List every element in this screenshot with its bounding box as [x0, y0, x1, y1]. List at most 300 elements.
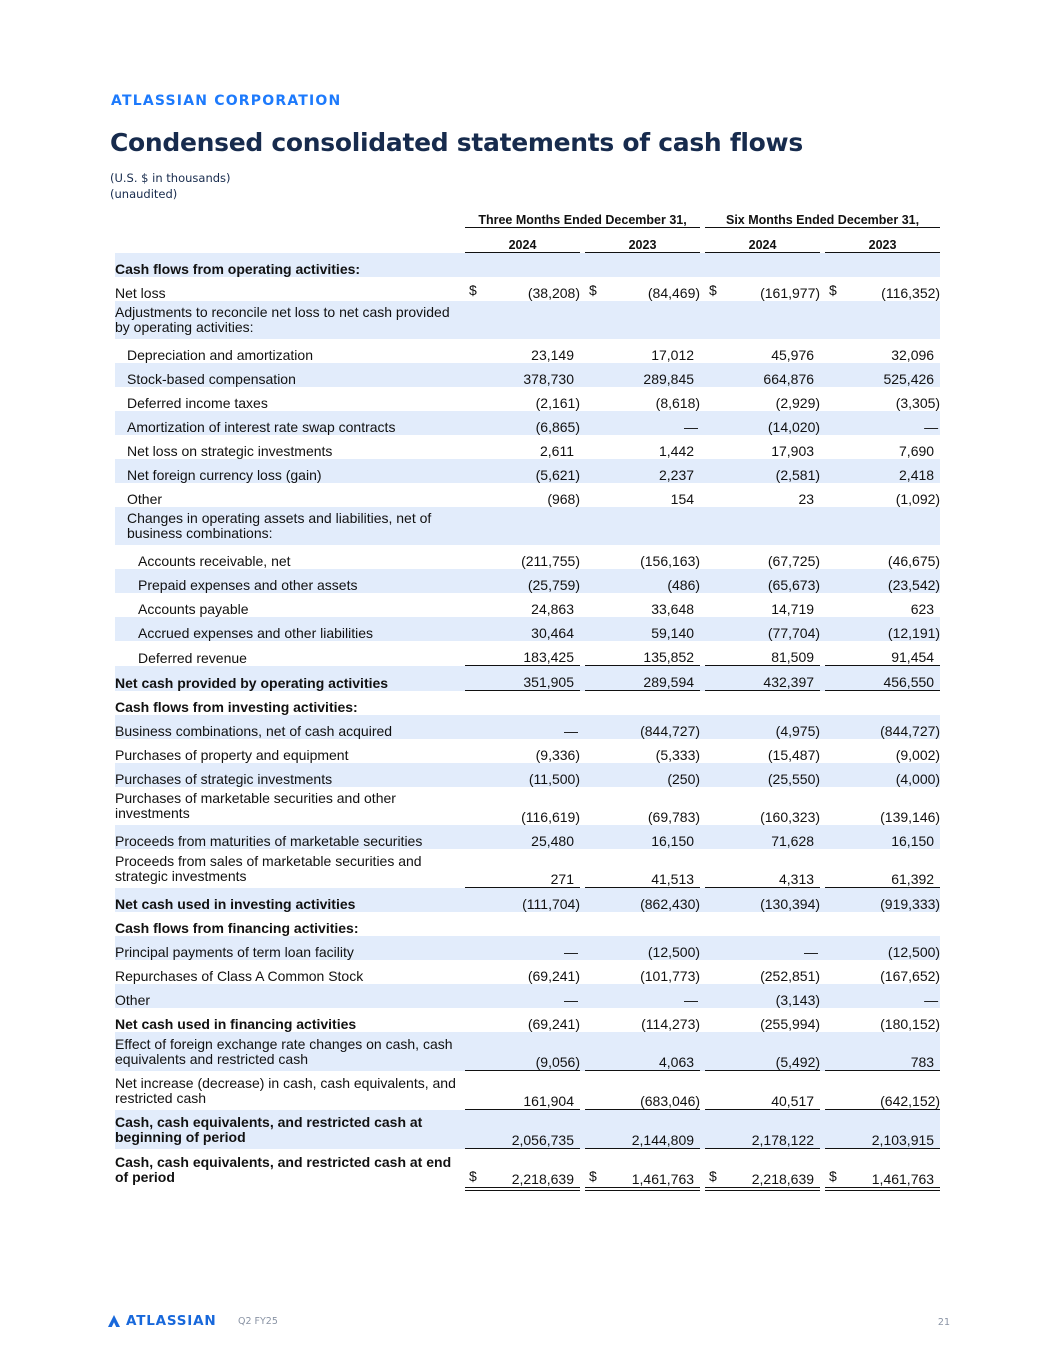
row-value	[465, 459, 580, 483]
value-text: (139,146)	[880, 809, 941, 825]
row-value	[585, 960, 700, 984]
row-value	[465, 715, 580, 739]
value-text: 32,096	[891, 347, 935, 363]
table-row	[115, 960, 940, 984]
value-text: 17,012	[651, 347, 695, 363]
row-value	[585, 339, 700, 363]
row-value	[825, 363, 940, 387]
value-text: 4,313	[778, 871, 815, 887]
table-row	[115, 787, 940, 825]
row-value	[825, 617, 940, 641]
atlassian-logo-icon	[107, 1314, 121, 1328]
value-text: (255,994)	[760, 1016, 821, 1032]
row-label: Net loss	[115, 285, 166, 301]
row-label: Accounts receivable, net	[138, 553, 291, 569]
currency-symbol: $	[589, 282, 597, 298]
row-value	[705, 617, 820, 641]
table-row	[115, 912, 940, 936]
table-row	[115, 569, 940, 593]
value-text: 2,144,809	[631, 1132, 695, 1148]
row-value	[465, 507, 580, 545]
value-text: (8,618)	[655, 395, 701, 411]
value-text: 2,237	[658, 467, 695, 483]
row-value	[465, 739, 580, 763]
row-value	[705, 1149, 820, 1191]
year-header: 2023	[585, 228, 700, 253]
table-row	[115, 483, 940, 507]
row-label: Net cash used in financing activities	[115, 1016, 357, 1032]
row-value	[825, 1008, 940, 1032]
footer-logo	[107, 1313, 216, 1329]
value-text: (23,542)	[887, 577, 941, 593]
row-value	[705, 387, 820, 411]
row-label: Accrued expenses and other liabilities	[115, 617, 460, 641]
row-value	[825, 787, 940, 825]
row-value	[825, 1071, 940, 1110]
row-value	[585, 435, 700, 459]
row-value	[585, 507, 700, 545]
value-text: 183,425	[523, 649, 574, 665]
footer-quarter: Q2 FY25	[238, 1316, 278, 1327]
value-text: 2,218,639	[751, 1171, 815, 1187]
currency-symbol: $	[709, 282, 717, 298]
table-row	[115, 763, 940, 787]
value-text: (11,500)	[528, 771, 580, 787]
row-value	[825, 459, 940, 483]
value-text: (2,161)	[535, 395, 580, 411]
row-value	[585, 1032, 700, 1071]
row-value	[465, 617, 580, 641]
row-value	[705, 339, 820, 363]
row-value	[825, 666, 940, 691]
value-text: —	[684, 992, 699, 1008]
table-row	[115, 715, 940, 739]
value-text: (130,394)	[760, 896, 821, 912]
value-text: 289,845	[643, 371, 695, 387]
row-value	[585, 1149, 700, 1191]
table-row	[115, 1008, 940, 1032]
value-text: 623	[910, 601, 935, 617]
row-value	[465, 912, 580, 936]
row-value	[585, 888, 700, 912]
row-value	[465, 960, 580, 984]
row-value	[465, 387, 580, 411]
row-value	[705, 459, 820, 483]
row-value	[465, 1110, 580, 1149]
row-value	[705, 1110, 820, 1149]
value-text: 2,218,639	[511, 1171, 574, 1187]
row-value	[585, 411, 700, 435]
row-value	[705, 301, 820, 339]
row-label: Other	[115, 984, 460, 1008]
table-row	[115, 363, 940, 387]
row-value	[705, 641, 820, 666]
row-value	[825, 277, 940, 301]
row-label: Depreciation and amortization	[127, 347, 313, 363]
value-text: 16,150	[651, 833, 695, 849]
value-text: 61,392	[891, 871, 935, 887]
value-text: 664,876	[763, 371, 815, 387]
row-value	[585, 1071, 700, 1110]
value-text: (69,241)	[527, 1016, 580, 1032]
value-text: (5,492)	[775, 1054, 821, 1070]
table-row	[115, 1149, 940, 1191]
row-label: Business combinations, net of cash acquired	[115, 715, 460, 739]
row-value	[585, 912, 700, 936]
value-text: (683,046)	[640, 1093, 701, 1109]
row-value	[585, 739, 700, 763]
value-text: (25,759)	[527, 577, 580, 593]
row-value	[825, 936, 940, 960]
value-text: 456,550	[883, 674, 935, 690]
row-label: Changes in operating assets and liabilities, net of business combinations:	[115, 507, 460, 545]
row-value	[705, 912, 820, 936]
currency-symbol: $	[469, 1168, 477, 1184]
row-value	[705, 1008, 820, 1032]
row-label: Principal payments of term loan facility	[115, 936, 460, 960]
row-value	[705, 411, 820, 435]
value-text: (12,191)	[887, 625, 941, 641]
row-value	[465, 339, 580, 363]
value-text: (968)	[547, 491, 580, 507]
row-value	[465, 825, 580, 849]
row-value	[825, 569, 940, 593]
row-value	[825, 545, 940, 569]
table-row	[115, 387, 940, 411]
row-label: Other	[127, 491, 163, 507]
value-text: (486)	[667, 577, 701, 593]
row-value	[585, 459, 700, 483]
row-value	[585, 763, 700, 787]
value-text: (167,652)	[880, 968, 941, 984]
table-row	[115, 1110, 940, 1149]
row-value	[705, 666, 820, 691]
row-value	[705, 253, 820, 277]
row-value	[465, 483, 580, 507]
value-text: —	[804, 944, 819, 960]
value-text: 2,178,122	[751, 1132, 815, 1148]
row-value	[825, 888, 940, 912]
value-text: (69,783)	[647, 809, 701, 825]
row-label: Net cash used in investing activities	[115, 888, 460, 912]
year-header: 2024	[705, 228, 820, 253]
value-text: (919,333)	[880, 896, 941, 912]
row-value	[825, 715, 940, 739]
row-value	[585, 936, 700, 960]
table-row	[115, 459, 940, 483]
row-value	[465, 253, 580, 277]
value-text: 16,150	[891, 833, 935, 849]
value-text: 2,056,735	[511, 1132, 574, 1148]
row-value	[465, 1149, 580, 1191]
row-value	[465, 363, 580, 387]
row-value	[465, 545, 580, 569]
value-text: (84,469)	[647, 285, 701, 301]
value-text: 91,454	[891, 649, 935, 665]
row-value	[825, 1110, 940, 1149]
footer-logo-text: ATLASSIAN	[126, 1313, 217, 1329]
currency-symbol: $	[709, 1168, 717, 1184]
period-header-row	[115, 203, 940, 228]
value-text: (9,002)	[895, 747, 941, 763]
year-header-row	[115, 228, 940, 253]
row-value	[705, 715, 820, 739]
row-label: Purchases of property and equipment	[115, 747, 349, 763]
value-text: 378,730	[523, 371, 574, 387]
row-value	[705, 483, 820, 507]
row-value	[465, 666, 580, 691]
value-text: 1,442	[658, 443, 695, 459]
row-value	[705, 277, 820, 301]
row-value	[465, 277, 580, 301]
value-text: 271	[550, 871, 574, 887]
row-value	[705, 507, 820, 545]
value-text: (15,487)	[767, 747, 821, 763]
row-value	[465, 569, 580, 593]
value-text: 2,418	[899, 467, 935, 483]
value-text: (2,929)	[775, 395, 821, 411]
table-row	[115, 593, 940, 617]
value-text: —	[564, 723, 578, 739]
row-value	[465, 1032, 580, 1071]
value-text: (67,725)	[767, 553, 821, 569]
row-label: Stock-based compensation	[115, 363, 460, 387]
row-label: Net foreign currency loss (gain)	[115, 459, 460, 483]
table-row	[115, 617, 940, 641]
table-row	[115, 339, 940, 363]
row-value	[585, 363, 700, 387]
value-text: 17,903	[771, 443, 815, 459]
row-value	[585, 715, 700, 739]
value-text: —	[924, 992, 939, 1008]
row-value	[825, 253, 940, 277]
row-value	[705, 363, 820, 387]
value-text: 1,461,763	[871, 1171, 935, 1187]
row-value	[585, 387, 700, 411]
row-value	[585, 1008, 700, 1032]
value-text: (14,020)	[767, 419, 821, 435]
row-value	[705, 1071, 820, 1110]
row-value	[825, 435, 940, 459]
value-text: 81,509	[771, 649, 815, 665]
table-row	[115, 849, 940, 888]
value-text: (116,352)	[881, 285, 941, 301]
row-value	[705, 569, 820, 593]
value-text: —	[924, 419, 939, 435]
value-text: 24,863	[531, 601, 574, 617]
currency-symbol: $	[589, 1168, 597, 1184]
value-text: 161,904	[523, 1093, 574, 1109]
row-value	[585, 641, 700, 666]
row-value	[825, 1149, 940, 1191]
row-value	[585, 849, 700, 888]
row-value	[465, 763, 580, 787]
row-value	[825, 411, 940, 435]
row-value	[705, 739, 820, 763]
row-value	[465, 411, 580, 435]
value-text: (156,163)	[640, 553, 701, 569]
row-value	[465, 1008, 580, 1032]
table-row	[115, 936, 940, 960]
row-value	[465, 888, 580, 912]
value-text: 23,149	[531, 347, 574, 363]
row-label: Cash, cash equivalents, and restricted cash at end of period	[115, 1154, 452, 1185]
value-text: 40,517	[771, 1093, 815, 1109]
value-text: 23	[798, 491, 815, 507]
row-value	[705, 691, 820, 715]
page-title: Condensed consolidated statements of cash flows	[110, 128, 803, 157]
value-text: (4,975)	[775, 723, 821, 739]
row-value	[585, 301, 700, 339]
row-label: Amortization of interest rate swap contracts	[115, 411, 460, 435]
row-value	[585, 691, 700, 715]
row-label: Proceeds from sales of marketable securities and strategic investments	[115, 852, 422, 884]
value-text: (25,550)	[767, 771, 821, 787]
row-value	[465, 936, 580, 960]
row-value	[705, 960, 820, 984]
value-text: 351,905	[523, 674, 574, 690]
units-note: (U.S. $ in thousands)	[110, 171, 231, 185]
row-label: Cash flows from investing activities:	[115, 699, 358, 715]
row-value	[585, 569, 700, 593]
value-text: 33,648	[651, 601, 695, 617]
row-value	[825, 1032, 940, 1071]
row-label: Net increase (decrease) in cash, cash equivalents, and restricted cash	[115, 1074, 456, 1106]
value-text: —	[564, 992, 578, 1008]
row-value	[585, 825, 700, 849]
value-text: 432,397	[763, 674, 815, 690]
row-value	[825, 507, 940, 545]
value-text: (5,621)	[535, 467, 580, 483]
table-row	[115, 411, 940, 435]
audit-note: (unaudited)	[110, 187, 178, 201]
value-text: 45,976	[771, 347, 815, 363]
row-value	[705, 984, 820, 1008]
table-row	[115, 825, 940, 849]
value-text: (12,500)	[887, 944, 941, 960]
value-text: (9,056)	[535, 1054, 580, 1070]
row-value	[825, 301, 940, 339]
table-row	[115, 984, 940, 1008]
value-text: (114,273)	[641, 1016, 701, 1032]
value-text: 71,628	[771, 833, 815, 849]
row-label: Deferred income taxes	[127, 395, 268, 411]
table-row	[115, 435, 940, 459]
row-value	[705, 1032, 820, 1071]
row-value	[585, 617, 700, 641]
row-value	[825, 593, 940, 617]
row-value	[705, 593, 820, 617]
row-value	[465, 984, 580, 1008]
row-value	[585, 593, 700, 617]
value-text: 14,719	[771, 601, 815, 617]
value-text: (211,755)	[521, 553, 580, 569]
value-text: (9,336)	[535, 747, 580, 763]
value-text: (12,500)	[647, 944, 701, 960]
row-value	[705, 787, 820, 825]
row-value	[825, 825, 940, 849]
company-name: ATLASSIAN CORPORATION	[111, 93, 342, 109]
row-value	[465, 787, 580, 825]
value-text: (6,865)	[535, 419, 580, 435]
year-header: 2024	[465, 228, 580, 253]
row-label: Cash flows from financing activities:	[115, 920, 359, 936]
row-value	[825, 960, 940, 984]
row-label: Deferred revenue	[138, 650, 247, 666]
value-text: (862,430)	[640, 896, 701, 912]
table-row	[115, 1071, 940, 1110]
table-row	[115, 888, 940, 912]
value-text: (1,092)	[895, 491, 941, 507]
row-value	[585, 1110, 700, 1149]
row-value	[825, 339, 940, 363]
value-text: 135,852	[643, 649, 695, 665]
row-value	[465, 691, 580, 715]
row-value	[825, 641, 940, 666]
value-text: —	[564, 944, 578, 960]
table-row	[115, 507, 940, 545]
page-number: 21	[937, 1317, 950, 1328]
row-label: Purchases of strategic investments	[115, 763, 460, 787]
value-text: (844,727)	[880, 723, 941, 739]
currency-symbol: $	[829, 282, 837, 298]
table-row	[115, 691, 940, 715]
row-value	[585, 277, 700, 301]
value-text: (69,241)	[527, 968, 580, 984]
value-text: (160,323)	[760, 809, 821, 825]
row-label: Net cash provided by operating activities	[115, 666, 460, 691]
value-text: 1,461,763	[631, 1171, 695, 1187]
row-label: Proceeds from maturities of marketable securities	[115, 825, 460, 849]
table-row	[115, 277, 940, 301]
currency-symbol: $	[469, 282, 477, 298]
row-label: Purchases of marketable securities and other investments	[115, 790, 396, 821]
currency-symbol: $	[829, 1168, 837, 1184]
six-months-header: Six Months Ended December 31,	[705, 203, 940, 228]
value-text: (4,000)	[895, 771, 941, 787]
value-text: (250)	[667, 771, 701, 787]
row-label: Cash flows from operating activities:	[115, 253, 460, 277]
table-row	[115, 666, 940, 691]
value-text: (844,727)	[640, 723, 701, 739]
value-text: (101,773)	[640, 968, 701, 984]
value-text: (65,673)	[767, 577, 821, 593]
value-text: (252,851)	[760, 968, 821, 984]
table-row	[115, 545, 940, 569]
row-value	[705, 936, 820, 960]
row-value	[825, 387, 940, 411]
value-text: (77,704)	[767, 625, 821, 641]
value-text: —	[684, 419, 699, 435]
row-value	[705, 888, 820, 912]
row-label: Repurchases of Class A Common Stock	[115, 968, 364, 984]
cash-flow-table	[115, 203, 940, 1191]
row-label: Effect of foreign exchange rate changes on cash, cash equivalents and restricted cash	[115, 1032, 460, 1071]
value-text: 783	[910, 1054, 935, 1070]
row-value	[465, 849, 580, 888]
year-header: 2023	[825, 228, 940, 253]
value-text: 4,063	[658, 1054, 695, 1070]
value-text: 2,611	[540, 443, 574, 459]
table-row	[115, 253, 940, 277]
value-text: 2,103,915	[871, 1132, 935, 1148]
row-value	[825, 763, 940, 787]
table-row	[115, 1032, 940, 1071]
value-text: (642,152)	[880, 1093, 941, 1109]
row-value	[705, 545, 820, 569]
row-value	[825, 984, 940, 1008]
value-text: (111,704)	[522, 896, 580, 912]
